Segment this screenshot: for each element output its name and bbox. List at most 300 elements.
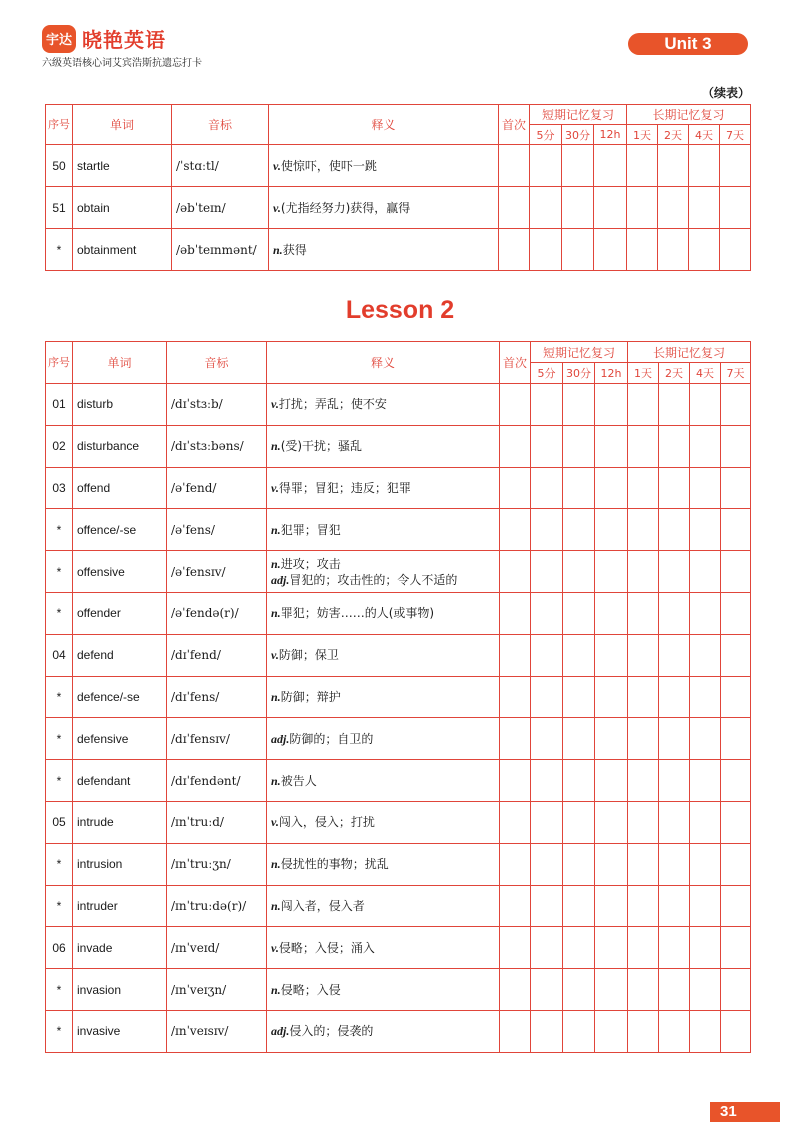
meaning-text: 得罪；冒犯；违反；犯罪 [278,480,411,495]
header-meaning: 释义 [267,342,500,384]
check-7day[interactable] [721,425,751,467]
check-12h[interactable] [595,509,628,551]
row-number: * [46,551,73,593]
check-7day[interactable] [721,467,751,509]
check-4day[interactable] [690,551,721,593]
table-row [46,551,751,593]
meaning-text: 打扰；弄乱；使不安 [278,397,387,412]
row-word: offender [73,592,167,634]
check-1day[interactable] [628,467,659,509]
check-first[interactable] [500,801,531,843]
table-row [46,509,751,551]
meaning-text: 闯入，侵入；打扰 [278,815,375,830]
check-4day[interactable] [689,187,720,229]
check-2day[interactable] [659,425,690,467]
check-1day[interactable] [628,927,659,969]
check-7day[interactable] [721,801,751,843]
page-number: 31 [710,1102,780,1122]
check-30min[interactable] [562,145,594,187]
table-row [46,425,751,467]
check-4day[interactable] [690,801,721,843]
check-7day[interactable] [721,676,751,718]
header-phonetic: 音标 [172,105,269,145]
check-first[interactable] [500,634,531,676]
vocab-table-continued [45,104,751,271]
check-4day[interactable] [689,229,720,271]
check-12h[interactable] [594,145,627,187]
check-4day[interactable] [690,885,721,927]
row-word: invasion [73,969,167,1011]
check-7day[interactable] [721,885,751,927]
check-7day[interactable] [721,592,751,634]
check-2day[interactable] [659,969,690,1011]
part-of-speech: v. [273,158,281,173]
row-meaning [267,634,500,676]
row-meaning [267,384,500,426]
row-word: offence/-se [73,509,167,551]
header-4day: 4天 [690,363,721,384]
check-first[interactable] [500,551,531,593]
check-1day[interactable] [628,843,659,885]
row-meaning [267,1010,500,1052]
check-30min[interactable] [562,187,594,229]
check-first[interactable] [499,187,530,229]
check-5min[interactable] [530,229,562,271]
header-1day: 1天 [627,125,658,145]
part-of-speech: n. [271,439,281,454]
check-30min[interactable] [563,551,595,593]
check-1day[interactable] [628,969,659,1011]
part-of-speech: v. [271,648,279,663]
row-meaning [267,551,500,593]
meaning-text: (尤指经努力)获得，赢得 [280,200,411,215]
row-phonetic: /əˈfend/ [167,467,267,509]
row-meaning [267,509,500,551]
check-2day[interactable] [659,760,690,802]
row-phonetic: /ˈstɑːtl/ [172,145,269,187]
row-phonetic: /ɪnˈtruːdə(r)/ [167,885,267,927]
check-1day[interactable] [628,425,659,467]
check-2day[interactable] [659,1010,690,1052]
check-4day[interactable] [690,592,721,634]
check-first[interactable] [500,467,531,509]
part-of-speech: n. [271,773,281,788]
check-1day[interactable] [628,634,659,676]
check-5min[interactable] [531,718,563,760]
header-2day: 2天 [658,125,689,145]
check-5min[interactable] [531,425,563,467]
table-row [46,927,751,969]
check-12h[interactable] [595,592,628,634]
check-first[interactable] [499,145,530,187]
check-5min[interactable] [530,145,562,187]
part-of-speech: v. [271,940,279,955]
header-5min: 5分 [530,125,562,145]
check-2day[interactable] [659,843,690,885]
check-4day[interactable] [690,425,721,467]
check-2day[interactable] [659,927,690,969]
header-4day: 4天 [689,125,720,145]
header-word: 单词 [73,342,167,384]
row-phonetic: /əˈfens/ [167,509,267,551]
check-30min[interactable] [563,969,595,1011]
check-12h[interactable] [595,927,628,969]
row-word: intrude [73,801,167,843]
check-30min[interactable] [563,760,595,802]
row-phonetic: /ɪnˈtruːd/ [167,801,267,843]
check-2day[interactable] [658,187,689,229]
row-word: obtainment [73,229,172,271]
check-30min[interactable] [563,801,595,843]
check-12h[interactable] [595,801,628,843]
row-meaning [269,229,499,271]
meaning-text: (受)干扰；骚乱 [280,439,363,454]
row-number: 05 [46,801,73,843]
row-meaning [267,676,500,718]
check-4day[interactable] [690,634,721,676]
check-1day[interactable] [628,384,659,426]
check-12h[interactable] [594,187,627,229]
check-4day[interactable] [690,969,721,1011]
part-of-speech: n. [271,982,281,997]
check-30min[interactable] [563,634,595,676]
check-12h[interactable] [595,885,628,927]
check-2day[interactable] [659,634,690,676]
check-12h[interactable] [595,760,628,802]
row-phonetic: /ɪnˈveɪʒn/ [167,969,267,1011]
check-2day[interactable] [659,467,690,509]
check-4day[interactable] [690,843,721,885]
row-phonetic: /əˈfensɪv/ [167,551,267,593]
check-5min[interactable] [531,634,563,676]
header-5min: 5分 [531,363,563,384]
part-of-speech: adj. [271,572,290,587]
check-12h[interactable] [595,634,628,676]
row-number: 01 [46,384,73,426]
meaning-text: 获得 [282,242,307,257]
row-word: intrusion [73,843,167,885]
row-word: offensive [73,551,167,593]
check-first[interactable] [500,425,531,467]
check-4day[interactable] [690,384,721,426]
row-meaning [269,187,499,229]
meaning-text: 侵入的；侵袭的 [289,1024,374,1039]
check-7day[interactable] [720,187,751,229]
row-phonetic: /dɪˈfensɪv/ [167,718,267,760]
check-1day[interactable] [628,551,659,593]
check-5min[interactable] [530,187,562,229]
row-number: 02 [46,425,73,467]
row-word: disturb [73,384,167,426]
check-2day[interactable] [659,509,690,551]
row-word: defence/-se [73,676,167,718]
part-of-speech: v. [271,480,279,495]
check-1day[interactable] [628,801,659,843]
check-2day[interactable] [659,718,690,760]
part-of-speech: n. [271,606,281,621]
check-2day[interactable] [658,229,689,271]
part-of-speech: n. [273,242,283,257]
table-row [46,634,751,676]
meaning-text: 防御；辩护 [280,689,341,704]
meaning-text: 进攻；攻击 [280,556,341,571]
check-30min[interactable] [563,843,595,885]
check-12h[interactable] [595,718,628,760]
check-7day[interactable] [721,509,751,551]
header-12h: 12h [594,125,627,145]
check-12h[interactable] [595,676,628,718]
check-4day[interactable] [690,467,721,509]
table-row [46,843,751,885]
header-30min: 30分 [563,363,595,384]
part-of-speech: n. [271,689,281,704]
header-first: 首次 [499,105,530,145]
check-5min[interactable] [531,551,563,593]
check-12h[interactable] [595,467,628,509]
part-of-speech: n. [271,857,281,872]
check-first[interactable] [499,229,530,271]
meaning-text: 闯入者，侵入者 [280,898,365,913]
table-row [46,145,751,187]
check-12h[interactable] [595,425,628,467]
check-30min[interactable] [562,229,594,271]
row-meaning [267,592,500,634]
check-12h[interactable] [595,969,628,1011]
check-5min[interactable] [531,592,563,634]
check-30min[interactable] [563,885,595,927]
table-row [46,969,751,1011]
brand-name: 晓艳英语 [82,28,166,52]
check-30min[interactable] [563,425,595,467]
table-row [46,1010,751,1052]
row-phonetic: /ɪnˈtruːʒn/ [167,843,267,885]
check-5min[interactable] [531,676,563,718]
check-30min[interactable] [563,592,595,634]
table-row [46,229,751,271]
header-12h: 12h [595,363,628,384]
header-7day: 7天 [721,363,751,384]
row-number: * [46,229,73,271]
row-phonetic: /əˈfendə(r)/ [167,592,267,634]
meaning-text: 侵略；入侵；涌入 [278,940,375,955]
check-first[interactable] [500,509,531,551]
check-5min[interactable] [531,1010,563,1052]
part-of-speech: v. [271,397,279,412]
row-word: defend [73,634,167,676]
row-meaning [267,927,500,969]
row-number: 06 [46,927,73,969]
check-1day[interactable] [628,885,659,927]
row-word: startle [73,145,172,187]
header-short-review: 短期记忆复习 [530,105,627,125]
meaning-text: 侵略；入侵 [280,982,341,997]
meaning-text: 使惊吓，使吓一跳 [280,158,377,173]
row-word: intruder [73,885,167,927]
check-4day[interactable] [690,718,721,760]
row-meaning [267,718,500,760]
table-row [46,801,751,843]
check-5min[interactable] [531,467,563,509]
row-meaning [267,843,500,885]
check-7day[interactable] [720,145,751,187]
check-4day[interactable] [689,145,720,187]
row-number: 04 [46,634,73,676]
header-long-review: 长期记忆复习 [627,105,751,125]
check-7day[interactable] [721,969,751,1011]
check-7day[interactable] [721,1010,751,1052]
row-number: * [46,718,73,760]
row-word: obtain [73,187,172,229]
row-meaning [267,801,500,843]
check-first[interactable] [500,676,531,718]
header-7day: 7天 [720,125,751,145]
check-30min[interactable] [563,509,595,551]
header-2day: 2天 [659,363,690,384]
check-first[interactable] [500,885,531,927]
table-row [46,187,751,229]
row-meaning [267,467,500,509]
row-phonetic: /əbˈteɪnmənt/ [172,229,269,271]
table-row [46,384,751,426]
check-5min[interactable] [531,885,563,927]
check-first[interactable] [500,927,531,969]
check-first[interactable] [500,384,531,426]
check-1day[interactable] [628,592,659,634]
check-12h[interactable] [594,229,627,271]
check-first[interactable] [500,592,531,634]
check-7day[interactable] [721,843,751,885]
check-1day[interactable] [628,1010,659,1052]
check-30min[interactable] [563,927,595,969]
table-row [46,592,751,634]
check-7day[interactable] [721,718,751,760]
row-number: * [46,885,73,927]
check-4day[interactable] [690,927,721,969]
row-number: * [46,1010,73,1052]
check-30min[interactable] [563,676,595,718]
check-30min[interactable] [563,384,595,426]
meaning-text: 防御；保卫 [278,648,339,663]
check-7day[interactable] [721,551,751,593]
row-meaning [269,145,499,187]
check-2day[interactable] [659,885,690,927]
row-phonetic: /ɪnˈveɪd/ [167,927,267,969]
check-7day[interactable] [721,927,751,969]
meaning-text: 犯罪；冒犯 [280,522,341,537]
header-meaning: 释义 [269,105,499,145]
check-1day[interactable] [628,676,659,718]
row-word: invade [73,927,167,969]
check-1day[interactable] [628,509,659,551]
check-12h[interactable] [595,384,628,426]
check-5min[interactable] [531,760,563,802]
check-1day[interactable] [627,187,658,229]
check-1day[interactable] [627,145,658,187]
meaning-text: 罪犯；妨害……的人(或事物) [280,606,435,621]
check-12h[interactable] [595,1010,628,1052]
row-number: * [46,760,73,802]
check-5min[interactable] [531,384,563,426]
check-4day[interactable] [690,676,721,718]
header-short-review: 短期记忆复习 [531,342,628,363]
check-2day[interactable] [659,676,690,718]
check-7day[interactable] [721,384,751,426]
row-number: * [46,509,73,551]
check-4day[interactable] [690,760,721,802]
check-5min[interactable] [531,969,563,1011]
table-row [46,760,751,802]
lesson-title: Lesson 2 [345,296,455,324]
vocab-table-lesson-2 [45,341,751,1053]
row-number: * [46,676,73,718]
row-meaning [267,969,500,1011]
row-number: * [46,969,73,1011]
header-1day: 1天 [628,363,659,384]
check-2day[interactable] [659,592,690,634]
check-2day[interactable] [659,801,690,843]
table-row [46,676,751,718]
check-7day[interactable] [721,760,751,802]
check-first[interactable] [500,760,531,802]
check-30min[interactable] [563,1010,595,1052]
header-first: 首次 [500,342,531,384]
part-of-speech: adj. [271,1024,290,1039]
header-30min: 30分 [562,125,594,145]
row-word: defendant [73,760,167,802]
row-phonetic: /dɪˈstɜːb/ [167,384,267,426]
check-7day[interactable] [721,634,751,676]
row-phonetic: /dɪˈstɜːbəns/ [167,425,267,467]
check-5min[interactable] [531,843,563,885]
row-word: invasive [73,1010,167,1052]
row-word: defensive [73,718,167,760]
check-12h[interactable] [595,551,628,593]
check-30min[interactable] [563,718,595,760]
check-5min[interactable] [531,801,563,843]
check-2day[interactable] [658,145,689,187]
check-first[interactable] [500,969,531,1011]
check-4day[interactable] [690,1010,721,1052]
row-number: * [46,843,73,885]
row-meaning [267,425,500,467]
check-12h[interactable] [595,843,628,885]
part-of-speech: n. [271,522,281,537]
check-1day[interactable] [627,229,658,271]
row-phonetic: /dɪˈfendənt/ [167,760,267,802]
header-seq: 序号 [46,105,73,145]
check-4day[interactable] [690,509,721,551]
check-first[interactable] [500,718,531,760]
row-phonetic: /əbˈteɪn/ [172,187,269,229]
header-long-review: 长期记忆复习 [628,342,751,363]
check-1day[interactable] [628,760,659,802]
check-30min[interactable] [563,467,595,509]
table-row [46,467,751,509]
check-first[interactable] [500,843,531,885]
check-2day[interactable] [659,384,690,426]
part-of-speech: v. [273,200,281,215]
check-2day[interactable] [659,551,690,593]
check-1day[interactable] [628,718,659,760]
part-of-speech: adj. [271,731,290,746]
header-word: 单词 [73,105,172,145]
check-7day[interactable] [720,229,751,271]
header-seq: 序号 [46,342,73,384]
check-5min[interactable] [531,509,563,551]
check-5min[interactable] [531,927,563,969]
check-first[interactable] [500,1010,531,1052]
meaning-text: 冒犯的；攻击性的；令人不适的 [289,572,458,587]
